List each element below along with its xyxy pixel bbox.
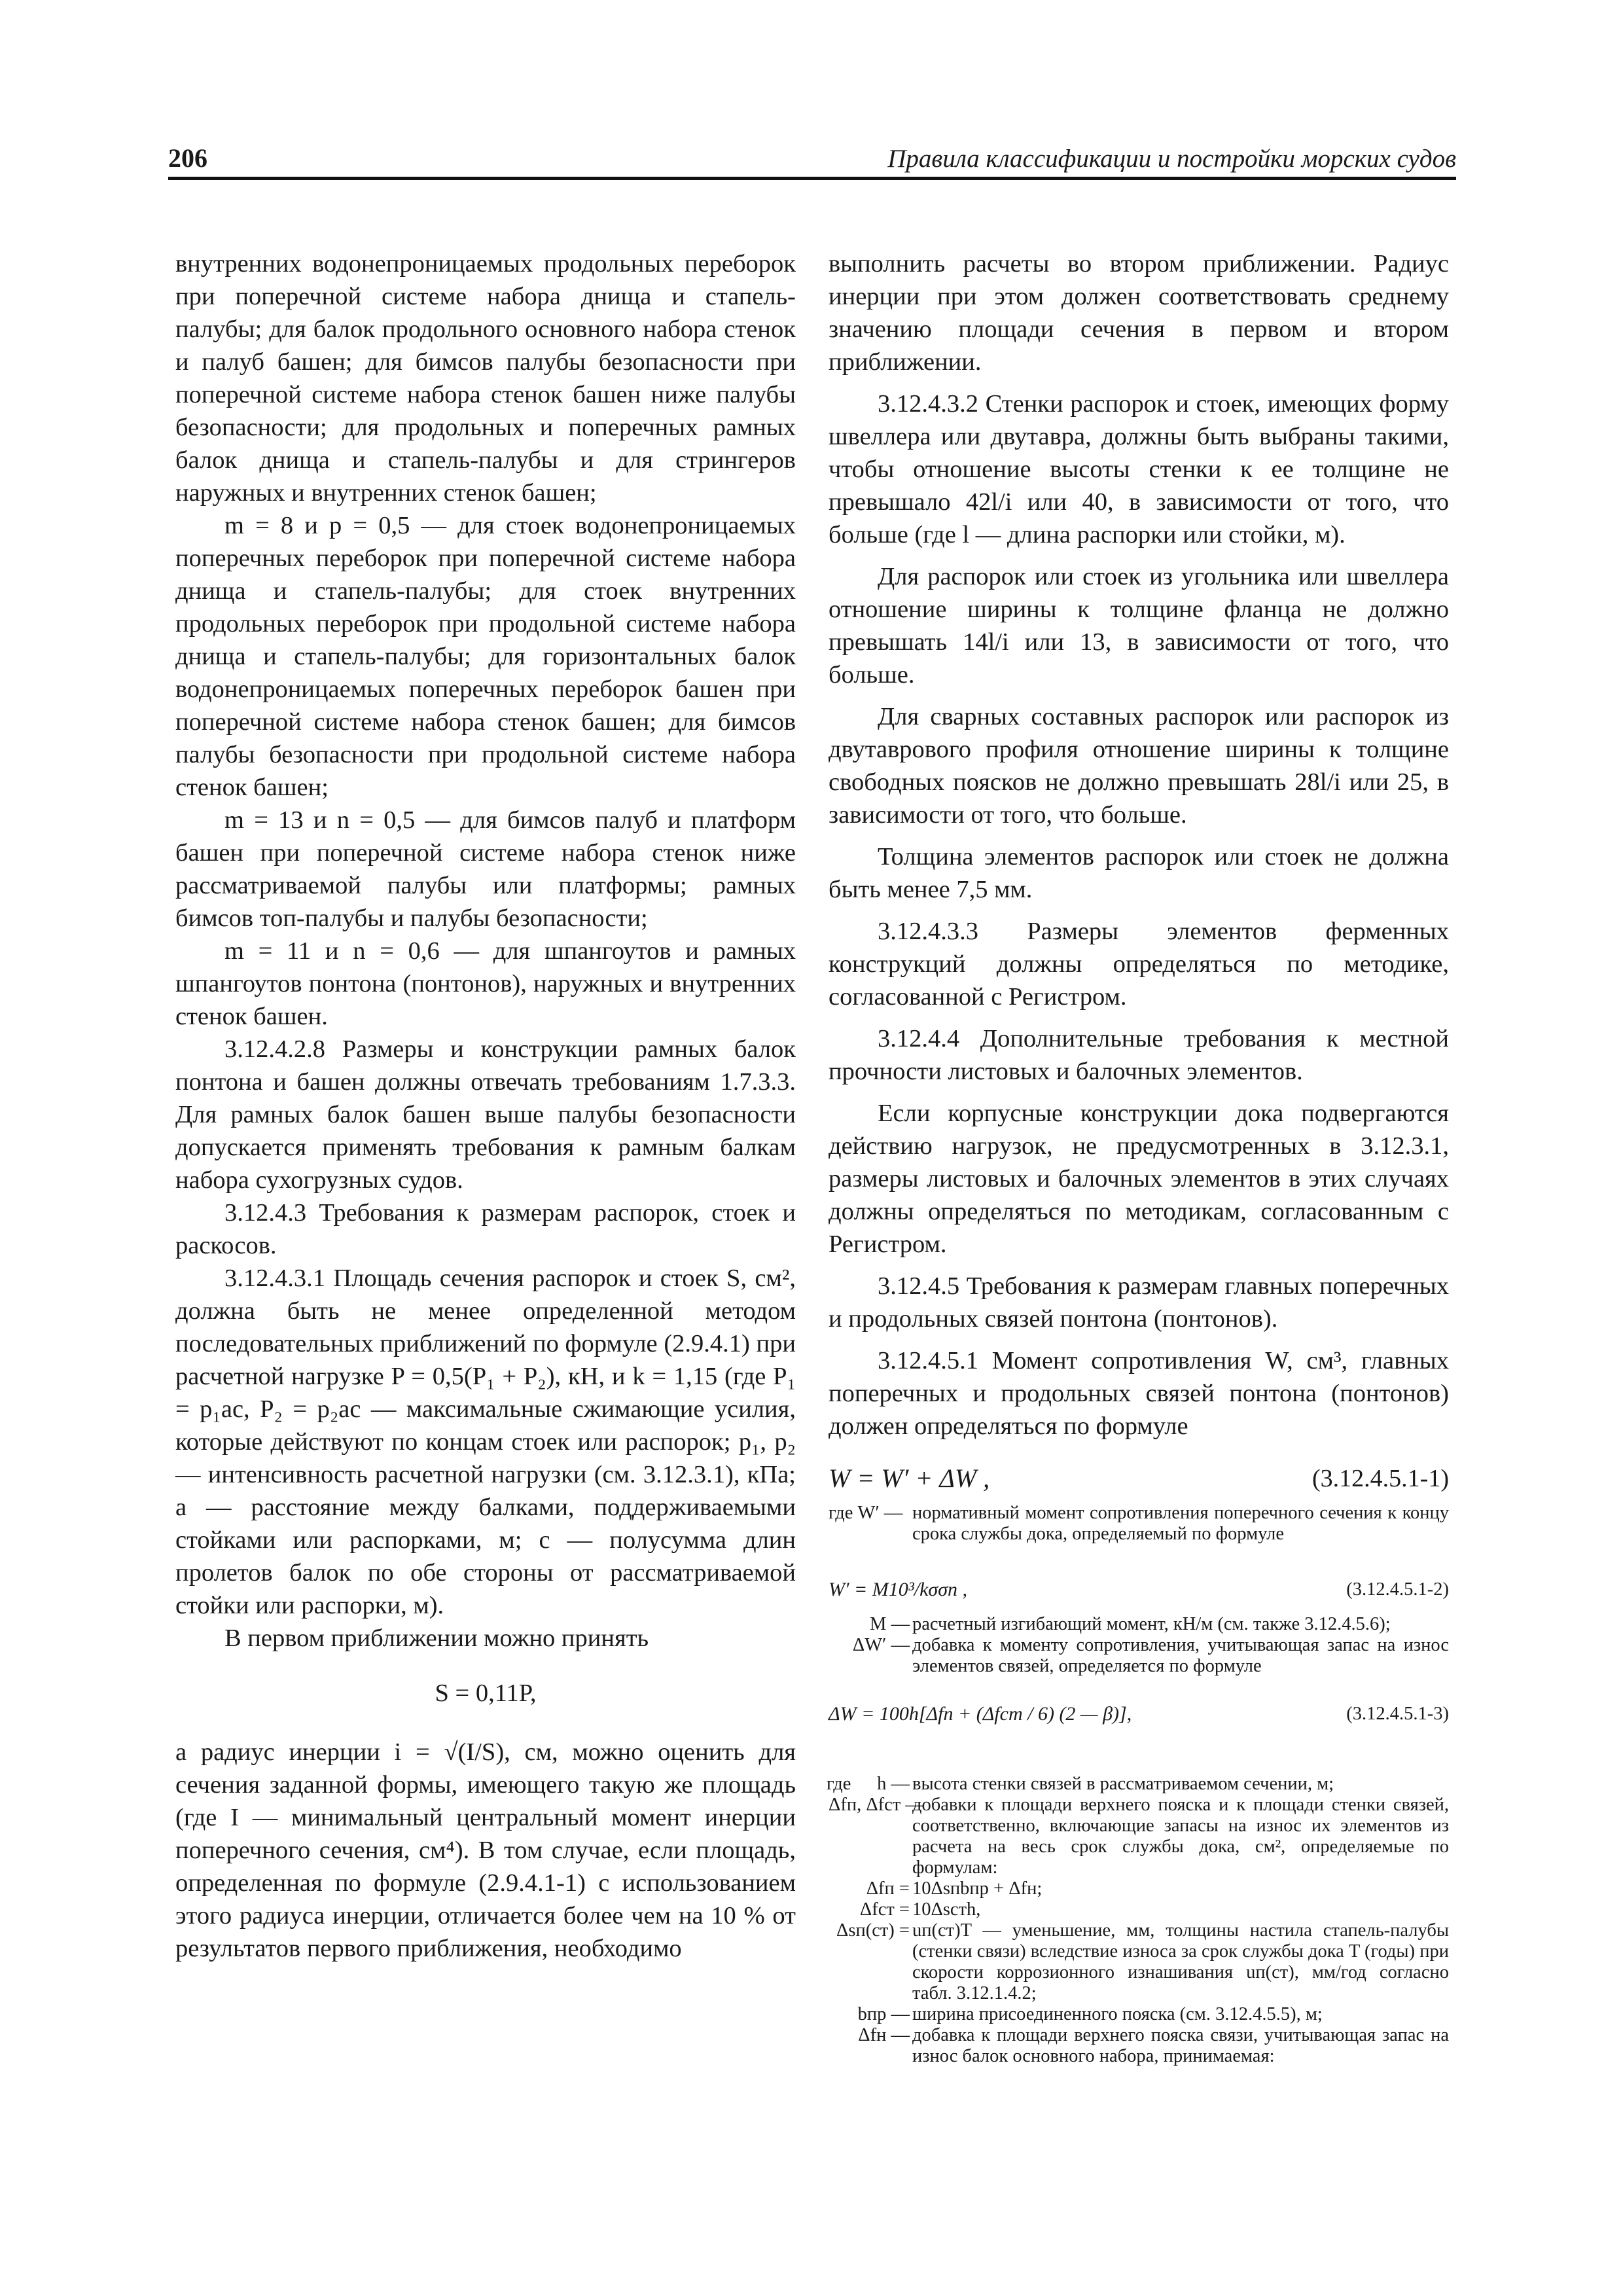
definition-text: 10Δsпbпр + Δfн; [912,1878,1043,1899]
page-header [168,143,1456,179]
formula-expression: W = W′ + ΔW , [829,1463,990,1493]
paragraph-3-12-4-4: 3.12.4.4 Дополнительные требования к местной прочности листовых и балочных элементов. [829,1025,1449,1085]
running-title: Правила классификации и постройки морских судов [887,145,1456,173]
where-lead: где [827,1774,851,1794]
paragraph: m = 11 и n = 0,6 — для шпангоутов и рамных шпангоутов понтона (понтонов), наружных и внутренних стенок башен. [175,937,796,1030]
formula-expression: ΔW = 100h[Δfп + (Δfст / 6) (2 — β)], [829,1703,1132,1725]
definition-term: Δfп = [866,1878,910,1899]
definition-item [829,2004,1449,2025]
page-number: 206 [168,143,207,173]
definition-text: добавки к площади верхнего пояска и к площади стенки связей, соответственно, включающие запасы на износ их элементов из расчета на весь срок службы дока, см², определяемые по формулам: [912,1795,1449,1878]
paragraph: m = 8 и p = 0,5 — для стоек водонепроницаемых поперечных переборок при поперечной системе набора днища и стапель-палубы; для стоек внутренних продольных переборок при продольной системе набора днища и стапель-палубы; для горизонтальных балок водонепроницаемых поперечных переборок башен при поперечной системе набора стенок башен; для бимсов палубы безопасности при продольной системе набора стенок башен; [175,512,796,801]
formula-expression: W′ = M10³/kσσn , [829,1579,968,1600]
paragraph-3-12-4-5: 3.12.4.5 Требования к размерам главных поперечных и продольных связей понтона (понтонов). [829,1272,1449,1333]
paragraph-3-12-4-3-2: 3.12.4.3.2 Стенки распорок и стоек, имеющих форму швеллера или двутавра, должны быть выбраны такими, чтобы отношение высоты стенки к ее толщине не превышало 42l/i или 40, в зависимости от того, что больше (где l — длина распорки или стойки, м). [829,390,1449,548]
paragraph: m = 13 и n = 0,5 — для бимсов палуб и платформ башен при поперечной системе набора стенок ниже рассматриваемой палубы или платформы; рамных бимсов топ-палубы и палубы безопасности; [175,806,796,932]
formula-number: (3.12.4.5.1-2) [1346,1579,1449,1600]
definition-text: нормативный момент сопротивления поперечного сечения к концу срока службы дока, определяемый по формуле [912,1503,1449,1544]
paragraph: Для распорок или стоек из угольника или швеллера отношение ширины к толщине фланца не должно превышать 14l/i или 13, в зависимости от того, что больше. [829,563,1449,689]
definition-item [829,1795,1449,1878]
formula-number: (3.12.4.5.1-3) [1346,1704,1449,1724]
definitions-list [829,1774,1449,2067]
definition-text: высота стенки связей в рассматриваемом сечении, м; [912,1774,1334,1794]
definition-term: Δfст = [859,1899,910,1920]
definition-term: Δfп, Δfст — [829,1795,924,1815]
paragraph: внутренних водонепроницаемых продольных переборок при поперечной системе набора днища и стапель-палубы; для балок продольного основного набора стенок и палуб башен; для бимсов палубы безопасности при поперечной системе набора стенок башен ниже палубы безопасности; для продольных и поперечных рамных балок днища и стапель-палубы и для стрингеров наружных и внутренних стенок башен; [175,250,796,507]
paragraph-3-12-4-3-3: 3.12.4.3.3 Размеры элементов ферменных конструкций должны определяться по методике, согласованной с Регистром. [829,918,1449,1011]
definition-term: где W′ — [829,1503,903,1523]
definition-term: bпр — [857,2004,910,2024]
definition-item [829,1878,1449,1899]
formula-3 [829,1689,1449,1737]
definition-text: добавка к площади верхнего пояска связи, учитывающая запас на износ балок основного набора, принимаемая: [912,2025,1449,2066]
paragraph: Толщина элементов распорок или стоек не должна быть менее 7,5 мм. [829,843,1449,903]
definition-text: uп(ст)T — уменьшение, мм, толщины настила стапель-палубы (стенки связи) вследствие износа за срок службы дока T (годы) при скорости коррозионного изнашивания uп(ст), мм/год согласно табл. 3.12.1.4.2; [912,1920,1449,2003]
definition-item [829,1635,1449,1677]
paragraph-3-12-4-5-1: 3.12.4.5.1 Момент сопротивления W, см³, главных поперечных и продольных связей понтона (понтонов) должен определяться по формуле [829,1347,1449,1440]
definition-term: Δsп(ст) = [836,1920,910,1941]
right-column [829,247,1449,2067]
definition-term: h — [877,1774,910,1794]
formula-s: S = 0,11P, [435,1679,537,1707]
formula-number: (3.12.4.5.1-1) [1312,1465,1449,1492]
definition-item [829,1774,1449,1795]
definitions-list [829,1614,1449,1677]
definition-text: расчетный изгибающий момент, кН/м (см. также 3.12.4.5.6); [912,1614,1391,1634]
definition-text: добавка к моменту сопротивления, учитывающая запас на износ элементов связей, определяется по формуле [912,1635,1449,1676]
definition-item [829,1899,1449,1920]
formula-2 [829,1573,1449,1607]
paragraph: Для сварных составных распорок или распорок из двутаврового профиля отношение ширины к толщине свободных поясков не должно превышать 28l/i или 25, в зависимости от того, что больше. [829,703,1449,829]
paragraph: Если корпусные конструкции дока подвергаются действию нагрузок, не предусмотренных в 3.12.3.1, размеры листовых и балочных элементов в этих случаях должны определяться по методикам, согласованным с Регистром. [829,1100,1449,1258]
definition-text: 10Δsстh, [912,1899,981,1920]
paragraph-3-12-4-2-8: 3.12.4.2.8 Размеры и конструкции рамных балок понтона и башен должны отвечать требованиям 1.7.3.3. Для рамных балок башен выше палубы безопасности допускается применять требования к рамным балкам набора сухогрузных судов. [175,1035,796,1194]
header-rule [168,177,1456,180]
paragraph-3-12-4-3-1: 3.12.4.3.1 Площадь сечения распорок и стоек S, см², должна быть не менее определенной методом последовательных приближений по формуле (2.9.4.1) при расчетной нагрузке P = 0,5(P₁ + P₂), кН, и k = 1,15 (где P₁ = p₁ac, P₂ = p₂ac — максимальные сжимающие усилия, которые действуют по концам стоек или распорок; p₁, p₂ — интенсивность расчетной нагрузки (см. 3.12.3.1), кПа; a — расстояние между балками, поддерживаемыми стойками или распорками, м; c — полусумма длин пролетов балок по обе стороны от рассматриваемой стойки или распорки, м). [175,1265,796,1619]
definition-text: ширина присоединенного пояска (см. 3.12.4.5.5), м; [912,2004,1323,2024]
paragraph: а радиус инерции i = √(I/S), см, можно оценить для сечения заданной формы, имеющего такую же площадь (где I — минимальный центральный момент инерции поперечного сечения, см⁴). В том случае, если площадь, определенная по формуле (2.9.4.1-1) с использованием этого радиуса инерции, отличается более чем на 10 % от результатов первого приближения, необходимо [175,1738,796,1962]
definition-term: M — [870,1614,910,1634]
definition-term: Δfн — [858,2025,910,2045]
paragraph: выполнить расчеты во втором приближении. Радиус инерции при этом должен соответствовать среднему значению площади сечения в первом и втором приближении. [829,250,1449,376]
left-column [175,247,796,1965]
formula-1 [829,1462,1449,1500]
definition-item [829,1920,1449,2004]
paragraph-3-12-4-3: 3.12.4.3 Требования к размерам распорок, стоек и раскосов. [175,1199,796,1259]
definition-term: ΔW′ — [852,1635,910,1655]
definition-item [829,2025,1449,2067]
where-definition [829,1503,1449,1545]
paragraph: В первом приближении можно принять [224,1624,649,1652]
definition-item [829,1614,1449,1635]
